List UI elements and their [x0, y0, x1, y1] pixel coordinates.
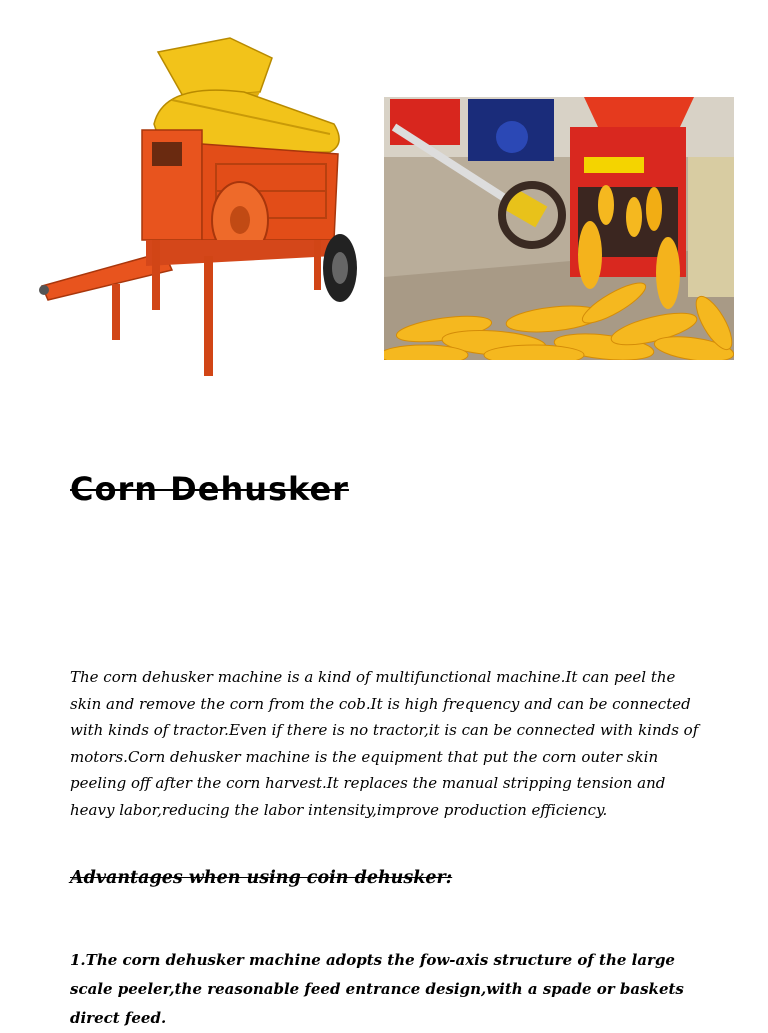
intro-paragraph: The corn dehusker machine is a kind of multifunctional machine.It can peel the skin and remove the corn from the cob.It is high frequency and can be connected with kinds of tractor.Even if there is no tractor,it is can be connected with kinds of motors.Corn dehusker machine is the equipment that put the corn outer skin peeling off after the corn harvest.It replaces the manual stripping tension and heavy labor,reducing the labor intensity,improve production efficiency.: [70, 668, 699, 819]
advantage-point-1: 1.The corn dehusker machine adopts the fow-axis structure of the large scale peeler,the reasonable feed entrance design,with a spade or baskets direct feed.: [70, 951, 684, 1027]
advantages-heading: Advantages when using coin dehusker:: [70, 868, 453, 888]
page-title: Corn Dehusker: [70, 470, 349, 508]
corn-field-photo: [384, 97, 734, 360]
corn-dehusker-machine-image: [34, 34, 364, 384]
